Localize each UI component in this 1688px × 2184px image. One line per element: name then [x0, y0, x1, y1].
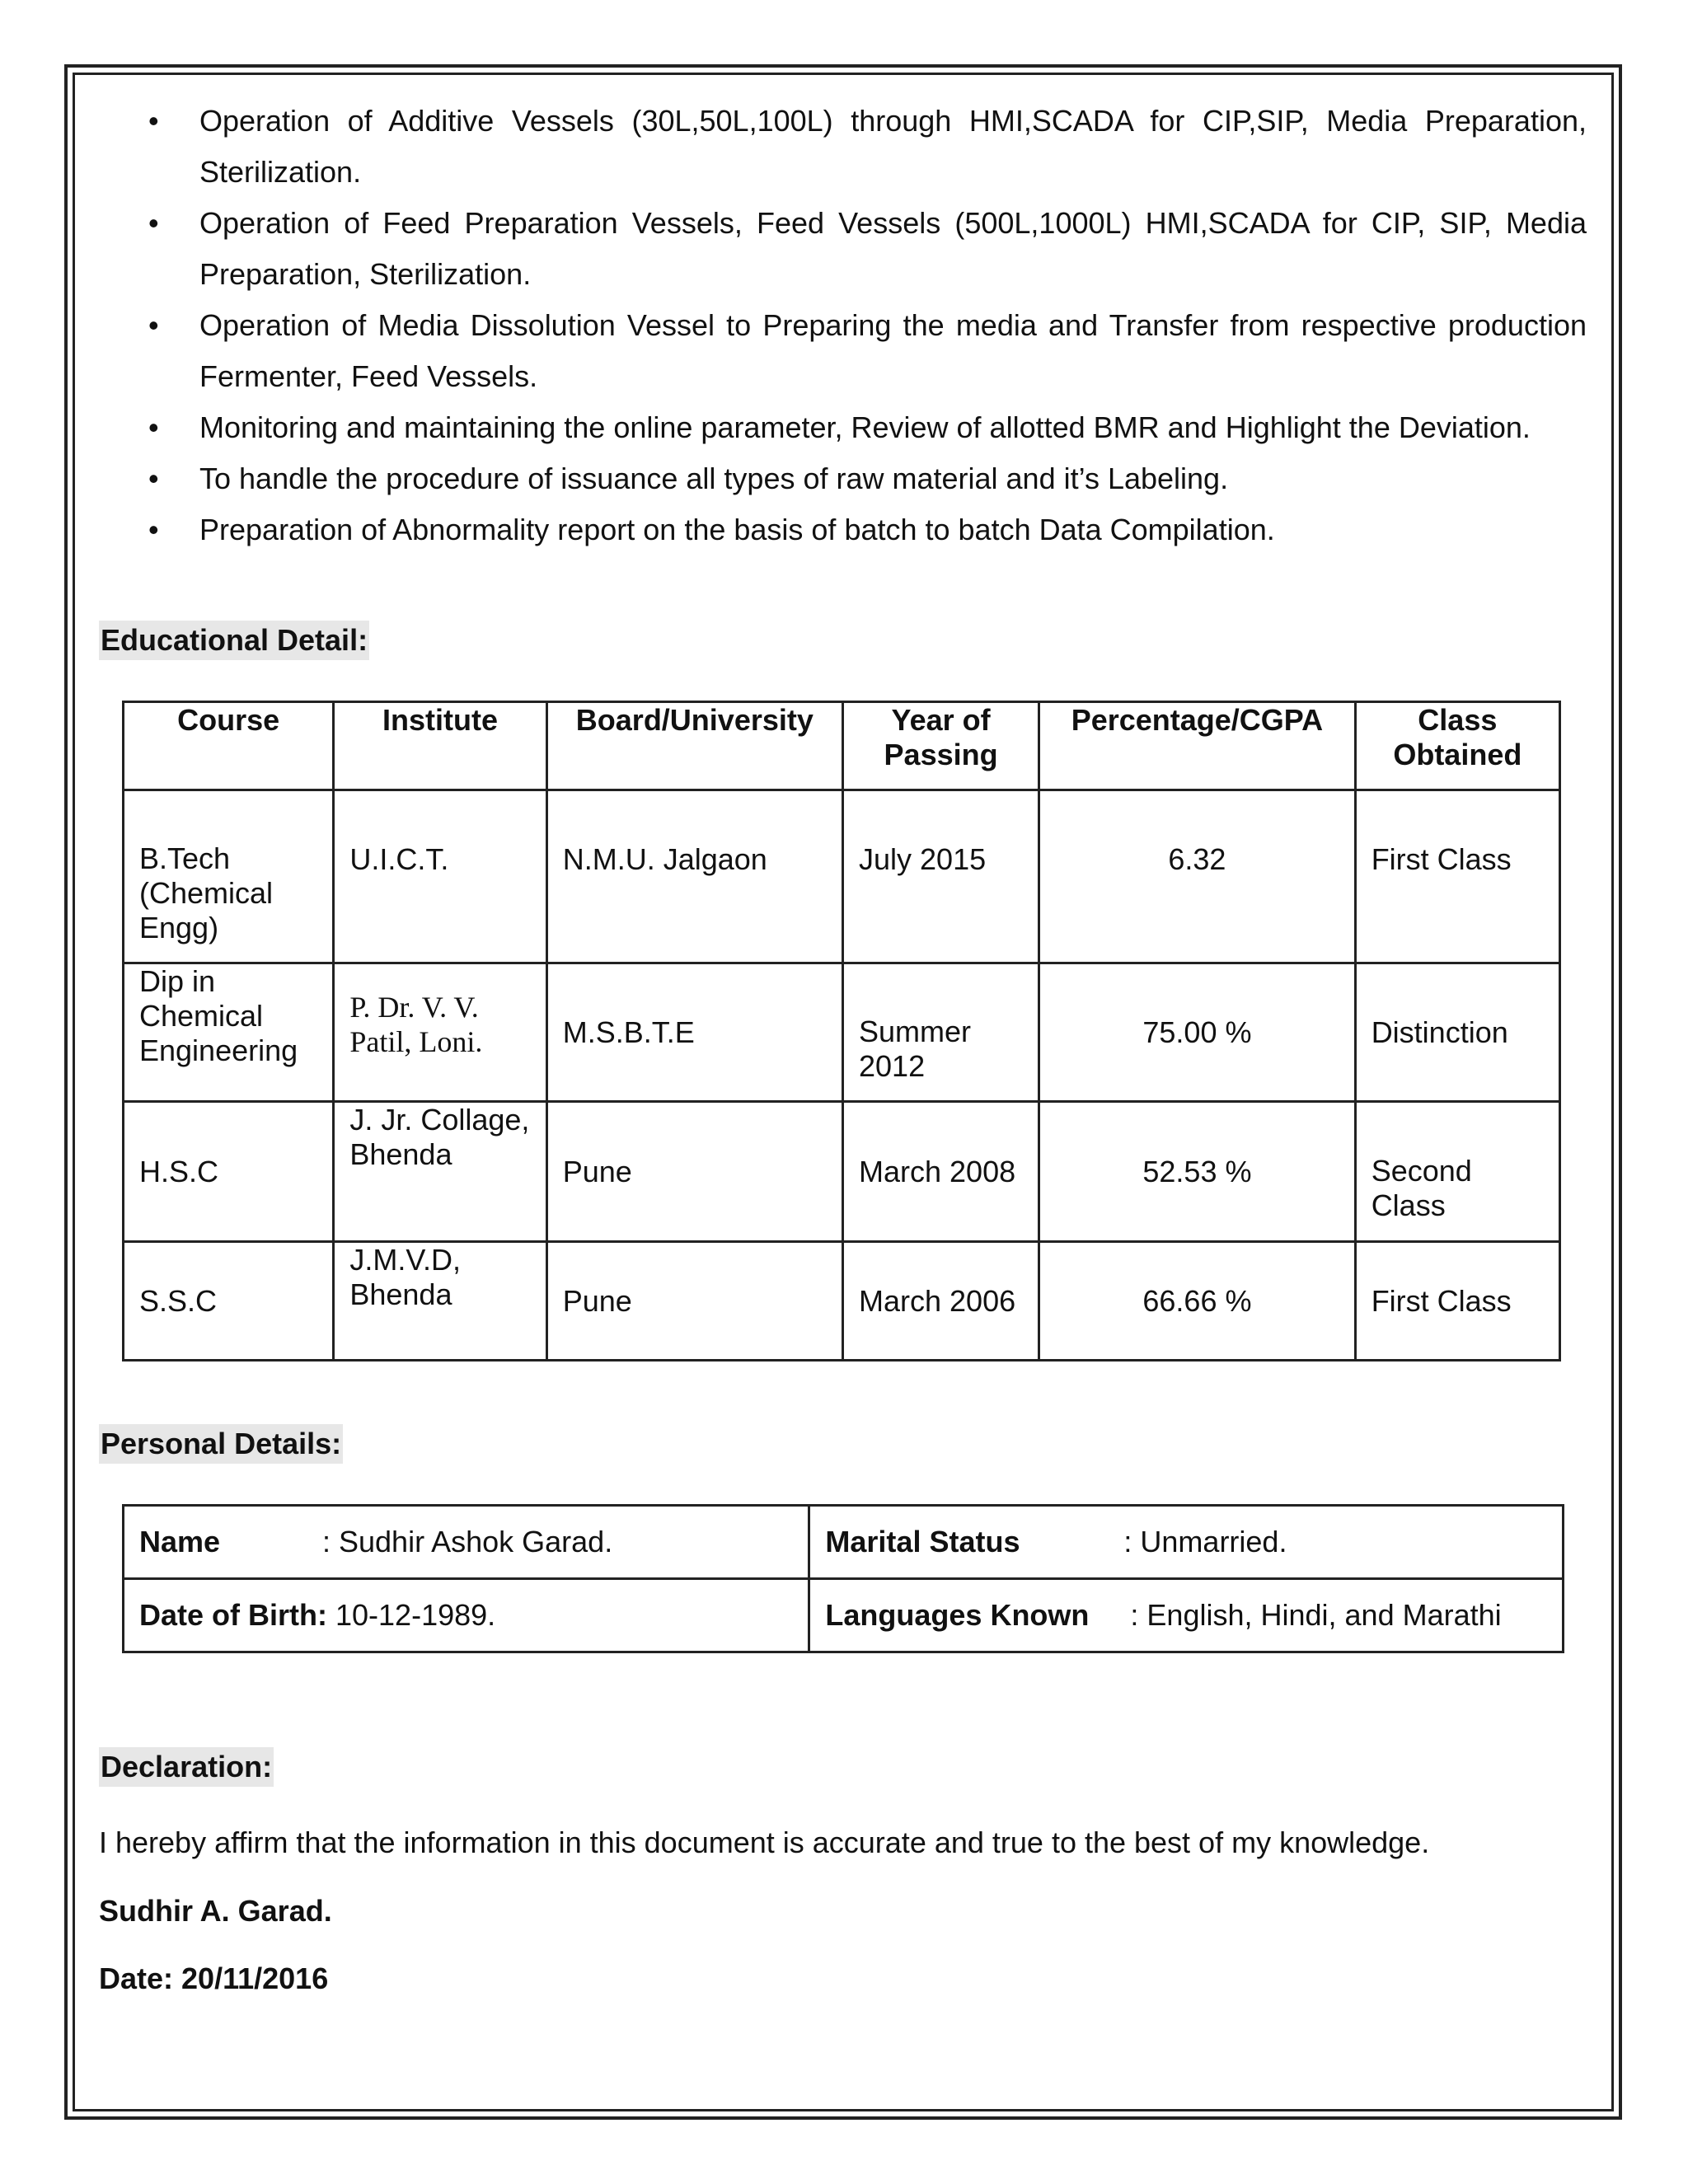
table-row	[124, 1102, 1560, 1242]
table-cell: 75.00 %	[1039, 963, 1356, 1102]
column-header: Institute	[334, 702, 546, 790]
signature-name: Sudhir A. Garad.	[99, 1894, 332, 1928]
table-cell: J.M.V.D, Bhenda	[334, 1242, 546, 1361]
table-cell: H.S.C	[124, 1102, 334, 1242]
table-cell: March 2006	[843, 1242, 1039, 1361]
table-cell: First Class	[1355, 1242, 1559, 1361]
languages-cell	[809, 1579, 1564, 1652]
name-value: : Sudhir Ashok Garad.	[322, 1525, 613, 1558]
column-header: Board/University	[546, 702, 842, 790]
table-cell: U.I.C.T.	[334, 790, 546, 963]
declaration-text: I hereby affirm that the information in this document is accurate and true to the best of my knowledge.	[99, 1825, 1430, 1859]
table-cell: P. Dr. V. V. Patil, Loni.	[334, 963, 546, 1102]
table-cell: Distinction	[1355, 963, 1559, 1102]
table-cell: July 2015	[843, 790, 1039, 963]
dob-cell	[124, 1579, 809, 1652]
table-cell: 52.53 %	[1039, 1102, 1356, 1242]
table-cell: Second Class	[1355, 1102, 1559, 1242]
personal-details-heading: Personal Details:	[99, 1424, 343, 1464]
table-cell: First Class	[1355, 790, 1559, 963]
bullet-item: • Preparation of Abnormality report on the basis of batch to batch Data Compilation.	[148, 504, 1587, 555]
education-table	[122, 701, 1561, 1361]
table-cell: S.S.C	[124, 1242, 334, 1361]
name-label: Name	[139, 1525, 221, 1558]
educational-detail-heading: Educational Detail:	[99, 621, 369, 660]
table-cell: March 2008	[843, 1102, 1039, 1242]
table-cell: Summer 2012	[843, 963, 1039, 1102]
table-cell: M.S.B.T.E	[546, 963, 842, 1102]
experience-bullet-list	[148, 96, 1587, 555]
table-cell: B.Tech (Chemical Engg)	[124, 790, 334, 963]
table-cell: Pune	[546, 1102, 842, 1242]
table-row	[124, 790, 1560, 963]
table-cell: N.M.U. Jalgaon	[546, 790, 842, 963]
table-cell: J. Jr. Collage, Bhenda	[334, 1102, 546, 1242]
bullet-item: • Operation of Additive Vessels (30L,50L,100L) through HMI,SCADA for CIP,SIP, Media Preparation, Sterilization.	[148, 96, 1587, 198]
dob-value: 10-12-1989.	[327, 1598, 496, 1632]
declaration-heading: Declaration:	[99, 1747, 274, 1787]
column-header: Percentage/CGPA	[1039, 702, 1356, 790]
table-row	[124, 1506, 1564, 1579]
name-cell	[124, 1506, 809, 1579]
dob-label: Date of Birth:	[139, 1598, 327, 1632]
bullet-item: • To handle the procedure of issuance all types of raw material and it’s Labeling.	[148, 453, 1587, 504]
column-header: Year of Passing	[843, 702, 1039, 790]
table-cell: Dip in Chemical Engineering	[124, 963, 334, 1102]
table-cell: Pune	[546, 1242, 842, 1361]
marital-status-value: : Unmarried.	[1123, 1525, 1287, 1558]
bullet-item: • Operation of Feed Preparation Vessels, Feed Vessels (500L,1000L) HMI,SCADA for CIP, SIP, Media Preparation, Sterilization.	[148, 198, 1587, 300]
table-row	[124, 1242, 1560, 1361]
languages-label: Languages Known	[825, 1598, 1090, 1632]
table-cell: 66.66 %	[1039, 1242, 1356, 1361]
column-header: Class Obtained	[1355, 702, 1559, 790]
table-row	[124, 1579, 1564, 1652]
table-header-row	[124, 702, 1560, 790]
signature-date: Date: 20/11/2016	[99, 1961, 329, 1995]
bullet-item: • Operation of Media Dissolution Vessel to Preparing the media and Transfer from respective production Fermenter, Feed Vessels.	[148, 300, 1587, 402]
bullet-item: • Monitoring and maintaining the online parameter, Review of allotted BMR and Highlight the Deviation.	[148, 402, 1587, 453]
table-cell: 6.32	[1039, 790, 1356, 963]
table-row	[124, 963, 1560, 1102]
personal-details-table	[122, 1504, 1564, 1653]
marital-status-label: Marital Status	[825, 1525, 1020, 1558]
marital-status-cell	[809, 1506, 1564, 1579]
languages-value: : English, Hindi, and Marathi	[1130, 1598, 1502, 1632]
column-header: Course	[124, 702, 334, 790]
